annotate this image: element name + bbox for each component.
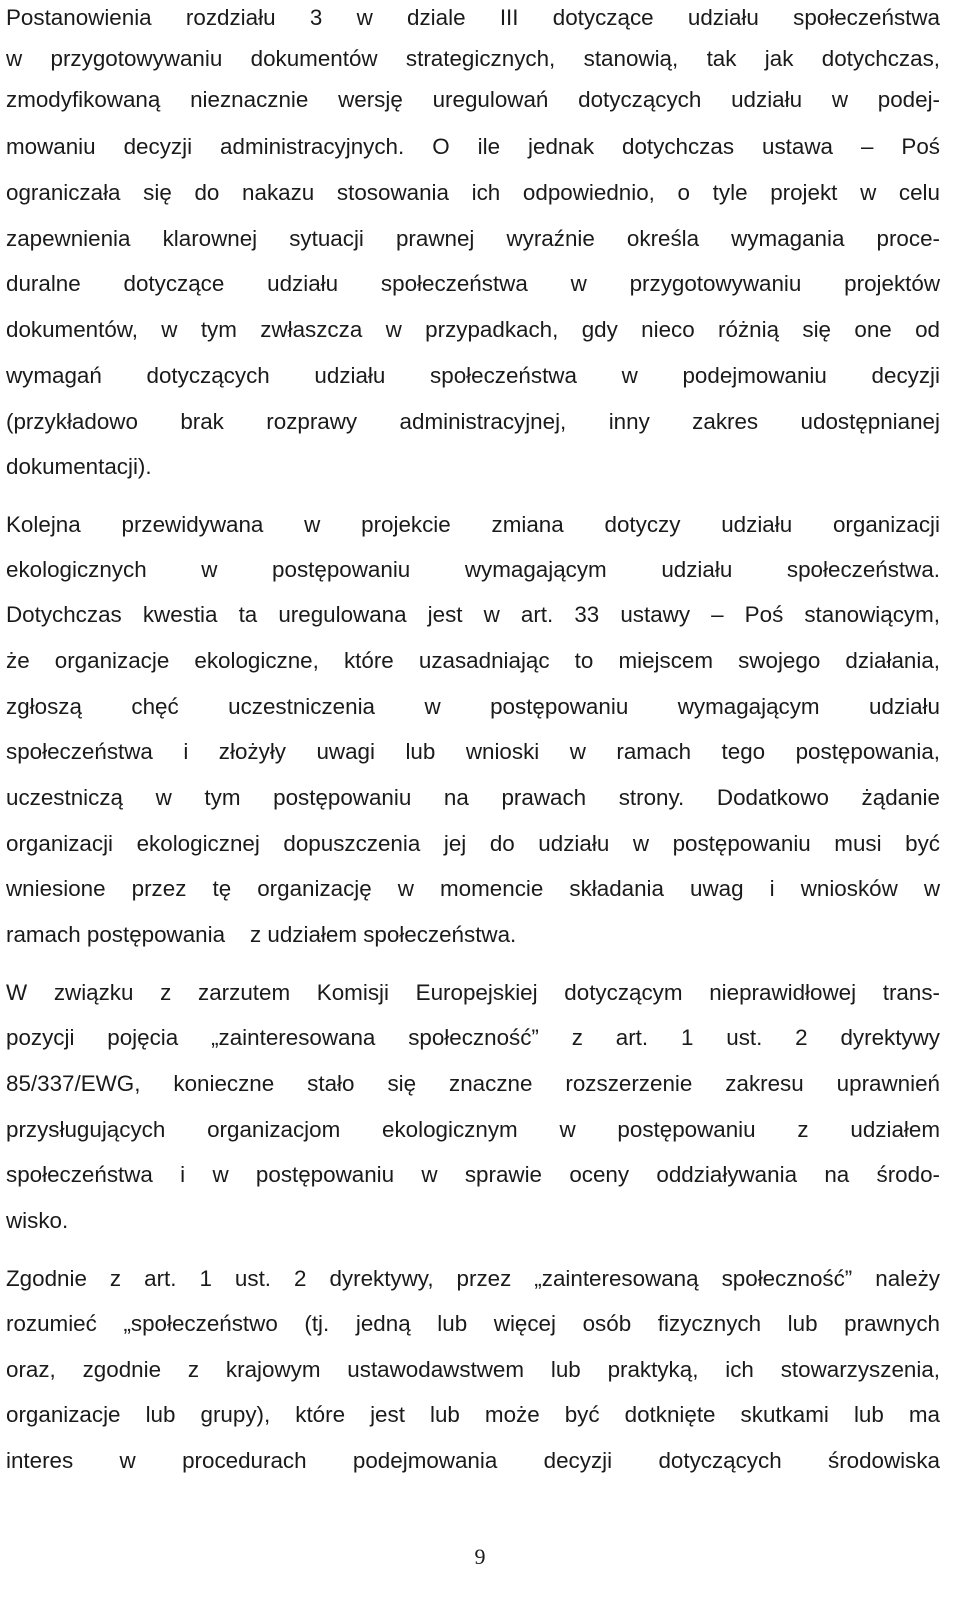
text-line: Postanowienia rozdziału 3 w dziale III dotyczące udziału społeczeństwa	[6, 5, 940, 30]
text-line: społeczeństwa i w postępowaniu w sprawie oceny oddziaływania na środo-	[6, 1162, 940, 1187]
text-line: wisko.	[6, 1208, 69, 1233]
text-line: rozumieć „społeczeństwo (tj. jedną lub więcej osób fizycznych lub prawnych	[6, 1311, 940, 1336]
text-line: organizacje lub grupy), które jest lub może być dotknięte skutkami lub ma	[6, 1402, 940, 1427]
text-line: ekologicznych w postępowaniu wymagającym udziału społeczeństwa.	[6, 557, 940, 582]
text-line: przysługujących organizacjom ekologicznym w postępowaniu z udziałem	[6, 1117, 940, 1142]
text-line: społeczeństwa i złożyły uwagi lub wnioski w ramach tego postępowania,	[6, 739, 940, 764]
text-line: duralne dotyczące udziału społeczeństwa w przygotowywaniu projektów	[6, 271, 940, 296]
text-line: mowaniu decyzji administracyjnych. O ile jednak dotychczas ustawa – Poś	[6, 134, 940, 159]
text-line: (przykładowo brak rozprawy administracyjnej, inny zakres udostępnianej	[6, 409, 940, 434]
text-line: uczestniczą w tym postępowaniu na prawach strony. Dodatkowo żądanie	[6, 785, 940, 810]
text-line: zmodyfikowaną nieznacznie wersję uregulowań dotyczących udziału w podej-	[6, 87, 940, 112]
text-line: pozycji pojęcia „zainteresowana społeczność” z art. 1 ust. 2 dyrektywy	[6, 1025, 940, 1050]
text-line: zgłoszą chęć uczestniczenia w postępowaniu wymagającym udziału	[6, 694, 940, 719]
text-line: wymagań dotyczących udziału społeczeństwa w podejmowaniu decyzji	[6, 363, 940, 388]
text-line: Dotychczas kwestia ta uregulowana jest w art. 33 ustawy – Poś stanowiącym,	[6, 602, 940, 627]
text-line: organizacji ekologicznej dopuszczenia jej do udziału w postępowaniu musi być	[6, 831, 940, 856]
text-line: zapewnienia klarownej sytuacji prawnej wyraźnie określa wymagania proce-	[6, 226, 940, 251]
text-line: interes w procedurach podejmowania decyzji dotyczących środowiska	[6, 1448, 940, 1473]
text-line: Kolejna przewidywana w projekcie zmiana dotyczy udziału organizacji	[6, 512, 940, 537]
text-line: oraz, zgodnie z krajowym ustawodawstwem lub praktyką, ich stowarzyszenia,	[6, 1357, 940, 1382]
text-line: Zgodnie z art. 1 ust. 2 dyrektywy, przez „zainteresowaną społeczność” należy	[6, 1266, 940, 1291]
text-line: dokumentów, w tym zwłaszcza w przypadkach, gdy nieco różnią się one od	[6, 317, 940, 342]
text-line: w przygotowywaniu dokumentów strategicznych, stanowią, tak jak dotychczas,	[6, 46, 940, 71]
text-line: że organizacje ekologiczne, które uzasadniając to miejscem swojego działania,	[6, 648, 940, 673]
text-line: dokumentacji).	[6, 454, 152, 479]
text-line: ramach postępowania z udziałem społeczeństwa.	[6, 922, 517, 947]
text-line: 85/337/EWG, konieczne stało się znaczne rozszerzenie zakresu uprawnień	[6, 1071, 940, 1096]
page-number: 9	[474, 1544, 486, 1569]
text-line: wniesione przez tę organizację w momencie składania uwag i wniosków w	[6, 876, 940, 901]
text-line: W związku z zarzutem Komisji Europejskiej dotyczącym nieprawidłowej trans-	[6, 980, 940, 1005]
text-line: ograniczała się do nakazu stosowania ich odpowiednio, o tyle projekt w celu	[6, 180, 940, 205]
